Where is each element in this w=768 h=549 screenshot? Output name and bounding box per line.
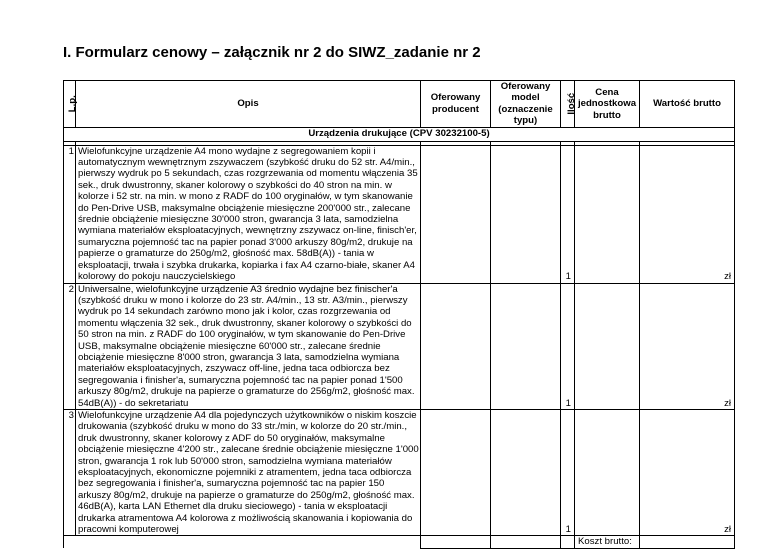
header-producent: Oferowany producent <box>421 81 491 128</box>
row-producent-cell[interactable] <box>421 145 491 283</box>
row-quantity: 1 <box>561 409 575 535</box>
header-opis: Opis <box>76 81 421 128</box>
total-cost-label: Koszt brutto: <box>575 536 640 548</box>
header-wartosc: Wartość brutto <box>640 81 735 128</box>
price-form-table <box>63 80 734 549</box>
header-lp: L.p. <box>64 81 76 128</box>
row-price-cell[interactable] <box>575 283 640 409</box>
row-price-cell[interactable] <box>575 409 640 535</box>
row-number: 2 <box>64 283 76 409</box>
header-row <box>64 81 735 128</box>
section-title: Urządzenia drukujące (CPV 30232100-5) <box>64 127 735 141</box>
row-producent-cell[interactable] <box>421 283 491 409</box>
row-value: zł <box>640 145 735 283</box>
table-row <box>64 409 735 535</box>
summary-row <box>64 536 735 548</box>
row-value: zł <box>640 409 735 535</box>
row-quantity: 1 <box>561 283 575 409</box>
row-description: Wielofunkcyjne urządzenie A4 mono wydajne z segregowaniem kopii i automatycznym wewnętrznym zszywaczem (szybkość druku do 52 str. A4/min., pierwszy wydruk po 5 sekundach, czas rozgrzewania od momentu włączenia 35 sek., druk dwustronny, skaner kolorowy o szybkości do 40 stron na min. w kolorze i 52 str. na min. w mono z RADF do 100 oryginałów, w tym skanowanie do Pen-Drive USB, maksymalne obciążenie miesięczne 200'000 str., zalecane średnie obciążenie miesięczne 30'000 stron, gwarancja 3 lata, samodzielna wymiana materiałów eksploatacyjnych, wewnętrzny zszywacz on-line, finisch'er, sumaryczna pojemność tac na papier ponad 3'000 arkuszy 80g/m2, drukuje na papierze o gramaturze do 250g/m2, głośność max. 58dB(A)) - tania w eksploatacji, trwała i szybka drukarka, kopiarka i fax A4 czarno-białe, skaner A4 kolorowy do pokoju nauczycielskiego <box>76 145 421 283</box>
header-cena: Cena jednostkowa brutto <box>575 81 640 128</box>
row-quantity: 1 <box>561 145 575 283</box>
row-description: Uniwersalne, wielofunkcyjne urządzenie A3 średnio wydajne bez finischer'a (szybkość druku w mono i kolorze do 23 str. A4/min., 13 str. A3/min., pierwszy wydruk po 14 sekundach zarówno mono jak i kolor, czas rozgrzewania od momentu włączenia 32 sek., druk dwustronny, skaner kolorowy o szybkości do 50 stron na min. z RADF do 100 oryginałów, w tym skanowanie do Pen-Drive USB, maksymalne obciążenie miesięczne 60'000 str., zalecane średnie obciążenie miesięczne 8'000 stron, gwarancja 3 lata, samodzielna wymiana materiałów eksploatacyjnych, zszywacz off-line, jedna taca odbiorcza bez segregowania i finisher'a, sumaryczna pojemność tac na papier ponad 1'500 arkuszy 80g/m2, drukuje na papierze o gramaturze do 256g/m2, głośność max. 54dB(A)) - do sekretariatu <box>76 283 421 409</box>
header-model: Oferowany model (oznaczenie typu) <box>491 81 561 128</box>
table-row <box>64 145 735 283</box>
total-cost-cell[interactable] <box>640 536 735 548</box>
table-row <box>64 283 735 409</box>
row-model-cell[interactable] <box>491 409 561 535</box>
row-number: 3 <box>64 409 76 535</box>
row-model-cell[interactable] <box>491 145 561 283</box>
row-price-cell[interactable] <box>575 145 640 283</box>
row-producent-cell[interactable] <box>421 409 491 535</box>
row-model-cell[interactable] <box>491 283 561 409</box>
row-number: 1 <box>64 145 76 283</box>
row-description: Wielofunkcyjne urządzenie A4 dla pojedynczych użytkowników o niskim koszcie drukowania (szybkość druku w mono do 33 str./min, w kolorze do 20 str./min., druk dwustronny, skaner kolorowy z ADF do 50 oryginałów, maksymalne obciążenie miesięczne 4'200 str., zalecane średnie obciążenie miesięczne 1'000 stron, gwarancja 1 rok lub 50'000 stron, samodzielna wymiana materiałów eksploatacyjnych, ekonomiczne pojemniki z atramentem, jedna taca odbiorcza bez segregowania i finisher'a, sumaryczna pojemność tac na papier 150 arkuszy 80g/m2, drukuje na papierze o gramaturze do 250g/m2, głośność max. 46dB(A), karta LAN Ethernet dla druku sieciowego) - tania w eksploatacji drukarka atramentowa A4 kolorowa z możliwością skanowania i kopiowania do pracowni komputerowej <box>76 409 421 535</box>
section-row <box>64 127 735 141</box>
row-value: zł <box>640 283 735 409</box>
header-ilosc: Ilość <box>561 81 575 128</box>
document-title: I. Formularz cenowy – załącznik nr 2 do SIWZ_zadanie nr 2 <box>63 44 481 61</box>
